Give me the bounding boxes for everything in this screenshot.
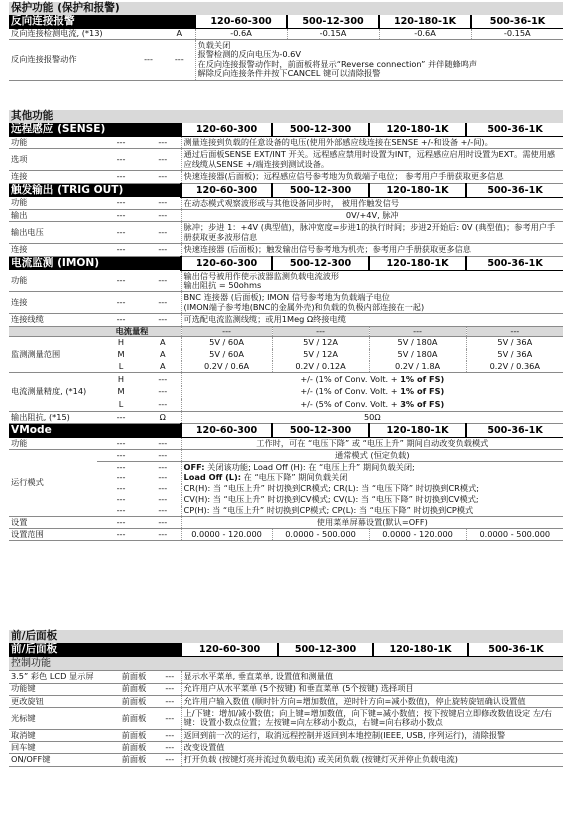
- protection-section: [9, 2, 563, 81]
- accuracy-text: +/- (1% of Conv. Volt. + 1% of FS): [181, 373, 563, 386]
- value-cell: 50Ω: [181, 412, 563, 424]
- model-header: 500-36-1K: [466, 424, 563, 438]
- model-header: 120-180-1K: [369, 183, 466, 197]
- spec-text: 使用菜单屏幕设置(默认=OFF): [181, 517, 563, 529]
- model-header: 120-60-300: [195, 15, 287, 29]
- sense-header: 远程感应 (SENSE): [9, 123, 181, 137]
- spec-text: 允许用户输入数值 (顺时针方向=增加数值，逆时针方向=减小数值)，停止旋转旋钮确认设置值: [181, 695, 563, 707]
- other-title: 其他功能: [9, 110, 563, 123]
- value-cell: 5V / 12A: [272, 337, 369, 349]
- spec-label: 连接: [9, 171, 97, 183]
- spec-label: 3.5” 彩色 LCD 显示屏: [9, 671, 109, 683]
- value-cell: -0.6A: [195, 29, 287, 40]
- model-header: 120-180-1K: [369, 123, 466, 137]
- range-letter: H: [117, 373, 125, 384]
- model-header: 120-180-1K: [379, 15, 471, 29]
- spec-label: 设置范围: [9, 529, 97, 541]
- spec-text: CP(H): 当 “电压上升” 时切换到CP模式; CP(L): 当 “电压下降” 时切换到CP模式: [181, 506, 563, 517]
- spec-text: 快速连接器 (后面板)；触发输出信号参考地为机壳；参考用户手册获取更多信息: [181, 244, 563, 256]
- model-header: 500-36-1K: [466, 256, 563, 270]
- value-cell: 5V / 180A: [369, 349, 466, 361]
- protection-table: [9, 15, 563, 81]
- model-header: 500-36-1K: [471, 15, 563, 29]
- accuracy-text: +/- (5% of Conv. Volt. + 3% of FS): [181, 399, 563, 412]
- imon-header: 电流监测 (IMON): [9, 256, 181, 270]
- model-header: 120-180-1K: [369, 424, 466, 438]
- accuracy-text: +/- (1% of Conv. Volt. + 1% of FS): [181, 386, 563, 399]
- spec-label: 回车键: [9, 742, 109, 754]
- model-header: 500-12-300: [272, 256, 369, 270]
- spec-label: 监测测量范围: [9, 337, 97, 373]
- spec-text: 快速连接器(后面板)；远程感应信号参考地为负载端子电位； 参考用户手册获取更多信息: [181, 171, 563, 183]
- spec-label: 输出电压: [9, 222, 97, 244]
- model-header: 120-60-300: [181, 424, 272, 438]
- spec-text: 打开负载 (按键灯亮并流过负载电流) 或关闭负载 (按键灯灭并停止负载电流): [181, 754, 563, 766]
- value-cell: 0.0000 - 120.000: [181, 529, 272, 541]
- spec-text: 输出信号被用作使示波器监测负载电流波形 输出阻抗 = 50ohms: [181, 270, 563, 292]
- spec-text: 可选配电流监测线缆；或用1Meg Ω终接电缆: [181, 314, 563, 326]
- unit-cell: A: [164, 29, 195, 40]
- value-cell: 0.2V / 1.8A: [369, 361, 466, 373]
- model-header: 500-12-300: [287, 15, 379, 29]
- control-title: 控制功能: [9, 657, 563, 671]
- trig-header: 触发输出 (TRIG OUT): [9, 183, 181, 197]
- model-header: 500-12-300: [272, 123, 369, 137]
- spec-label: 反向连接检测电流, (*13): [9, 29, 133, 40]
- spec-text: 测量连接到负载的任意设备的电压(使用外部感应线连接在SENSE +/-和设备 +/-间)。: [181, 137, 563, 149]
- range-letter: M: [117, 386, 125, 397]
- range-letter: L: [97, 361, 145, 373]
- spec-label: 选项: [9, 149, 97, 171]
- spec-label: 功能: [9, 197, 97, 209]
- range-letter: H: [117, 337, 125, 348]
- panel-title: 前/后面板: [9, 630, 563, 643]
- spec-text: 脉冲；步进 1：+4V (典型值)，脉冲宽度=步进1的执行时间；步进2开始后: 0V (典型值)；参考用户手册获取更多波形信息: [181, 222, 563, 244]
- other-section: [9, 110, 563, 541]
- protection-title: 保护功能 (保护和报警): [9, 2, 563, 15]
- dash-cell: ---: [133, 40, 164, 81]
- value-cell: 5V / 36A: [466, 337, 563, 349]
- value-cell: 0.2V / 0.6A: [181, 361, 272, 373]
- spec-text: Load Off (L): 在 “电压下降” 期间负载关闭: [181, 473, 563, 484]
- model-header: 120-60-300: [181, 183, 272, 197]
- vmode-header: VMode: [9, 424, 181, 438]
- model-header: 120-180-1K: [373, 643, 468, 657]
- value-cell: -0.6A: [379, 29, 471, 40]
- spec-text: 通常模式 (恒定负载): [181, 450, 563, 462]
- model-header: 120-60-300: [181, 123, 272, 137]
- value-cell: -0.15A: [287, 29, 379, 40]
- value-cell: 5V / 180A: [369, 337, 466, 349]
- control-table: 3.5” 彩色 LCD 显示屏 前面板 --- 显示水平菜单, 垂直菜单, 设置值和测量值 功能键 前面板 --- 允许用户从水平菜单 (5个按键) 和垂直菜单 (5个按键) 选择项目 更改旋钮 前面板 --- 允许用户输入数值 (顺时针方向=增加数值，逆时针方向=减小数值)，停止旋转旋钮确认设置值 光标键 前面板 --- 上/下键：增加/减小数值；向上键=增加数值，向下键=减小数值；按下按键启立即修改数值设定 左/右键：设置小数点位置；左按键=向左移动小数点，右键=向右移动小数点 取消键 前面板 --- 返回到前一次的运行，取消远程控制并返回到本地控制(IEEE, USB, 序列运行)，清除报警 回车键 前面板 --- 改变设置值 ON/OFF键 前面板 --- 打开负载 (按键灯亮并流过负载电流) 或关闭负载 (按键灯灭并停止负载电流): [9, 671, 563, 767]
- model-header: 120-60-300: [181, 256, 272, 270]
- spec-text: 0V/+4V, 脉冲: [181, 210, 563, 222]
- range-letter: M: [117, 348, 125, 359]
- reverse-header: 反向连接报警: [9, 15, 195, 29]
- value-cell: 5V / 60A: [181, 349, 272, 361]
- spec-label: 功能: [9, 137, 97, 149]
- model-header: 500-36-1K: [466, 123, 563, 137]
- value-cell: -0.15A: [471, 29, 563, 40]
- spec-label: 更改旋钮: [9, 695, 109, 707]
- spec-text: 在动态模式观察波形或与其他设备同步时， 被用作触发信号: [181, 197, 563, 209]
- value-cell: 0.0000 - 500.000: [466, 529, 563, 541]
- spec-label: 光标键: [9, 707, 109, 729]
- model-header: 120-60-300: [181, 643, 278, 657]
- value-cell: 5V / 12A: [272, 349, 369, 361]
- range-header: 电流量程: [97, 326, 167, 336]
- spec-text: 显示水平菜单, 垂直菜单, 设置值和测量值: [181, 671, 563, 683]
- spec-text: 返回到前一次的运行，取消远程控制并返回到本地控制(IEEE, USB, 序列运行)，清除报警: [181, 729, 563, 741]
- spec-text: 改变设置值: [181, 742, 563, 754]
- spec-text: CV(H): 当 “电压上升” 时切换到CV模式; CV(L): 当 “电压下降” 时切换到CV模式;: [181, 495, 563, 506]
- model-header: 500-36-1K: [468, 643, 563, 657]
- other-table: 远程感应 (SENSE) 120-60-300 500-12-300 120-180-1K 500-36-1K 功能 --- --- 测量连接到负载的任意设备的电压(使用外部感应线连接在SENSE +/-和设备 +/-间)。 选项 --- --- 通过后面板SENSE EXT/INT 开关。远程感应禁用时设置为INT，远程感应启用时设置为EXT。需使用感应线缆从SENSE +/端连接到测试设备。 连接 --- --- 快速连接器(后面板)；远程感应信号参考地为负载端子电位； 参考用户手册获取更多信息 触发输出 (TRIG OUT) 120-60-300 500-12-300 120-180-1K 500-36-1K 功能 --- --- 在动态模式观察波形或与其他设备同步时， 被用作触发信号 输出 --- --- 0V/+4V, 脉冲 输出电压 --- --- 脉冲；步进 1：+4V (典型值)，脉冲宽度=步进1的执行时间；步进2开始后: 0V (典型值)；参考用户手册获取更多波形信息 连接 --- --- 快速连接器 (后面板)；触发输出信号参考地为机壳；参考用户手册获取更多信息 电流监测 (IMON) 120-60-300 500-12-300 120-180-1K 500-36-1K 功能 --- --- 输出信号被用作使示波器监测负载电流波形 输出阻抗 = 50ohms 连接 --- --- BNC 连接器 (后面板); IMON 信号参考地为负载端子电位 (IMON端子参考地(BNC的金属外壳)和负载的负极内部连接在一起) 连接线缆 --- --- 可选配电流监测线缆；或用1Meg Ω终接电缆 电流量程 --- --- --- --- 监测测量范围 H A 5V / 60A 5V / 12A 5V / 180A 5V / 36A M A 5V / 60A 5V / 12A 5V / 180A 5V / 36A L A 0.2V / 0.6A 0.2V / 0.12A 0.2V / 1.8A 0.2V / 0.36A 电流测量精度, (*14) H --- +/- (1% of Conv. Volt. + 1% of FS) M --- +/- (1% of Conv. Volt. + 1% of FS) L --- +/- (5% of Conv. Volt. + 3% of FS) 输出阻抗, (*15) --- Ω 50Ω VMode 120-60-300 500-12-300 120-180-1K 500-36-1K 功能 --- --- 工作时，可在 “电压下降” 或 “电压上升” 期间自动改变负载模式 运行模式 --- --- 通常模式 (恒定负载) --- --- OFF: 关闭该功能; Load Off (H): 在 “电压上升” 期间负载关闭; --- --- Load Off (L): 在 “电压下降” 期间负载关闭 --- --- CR(H): 当 “电压上升” 时切换到CR模式; CR(L): 当 “电压下降” 时切换到CR模式; --- --- CV(H): 当 “电压上升” 时切换到CV模式; CV(L): 当 “电压下降” 时切换到CV模式; --- --- CP(H): 当 “电压上升” 时切换到CP模式; CP(L): 当 “电压下降” 时切换到CP模式 设置 --- --- 使用菜单屏幕设置(默认=OFF) 设置范围 --- --- 0.0000 - 120.000 0.0000 - 500.000 0.0000 - 120.000 0.0000 - 500.000: [9, 123, 563, 541]
- spec-label: 连接: [9, 244, 97, 256]
- model-header: 500-36-1K: [466, 183, 563, 197]
- panel-table: [9, 643, 563, 657]
- spec-text: 工作时，可在 “电压下降” 或 “电压上升” 期间自动改变负载模式: [181, 438, 563, 450]
- value-cell: 0.2V / 0.12A: [272, 361, 369, 373]
- spec-label: 电流测量精度, (*14): [9, 373, 97, 412]
- spec-text: 上/下键：增加/减小数值；向上键=增加数值，向下键=减小数值；按下按键启立即修改数值设定 左/右键：设置小数点位置；左按键=向左移动小数点，右键=向右移动小数点: [181, 707, 563, 729]
- spec-label: 输出: [9, 210, 97, 222]
- spec-label: 取消键: [9, 729, 109, 741]
- model-header: 500-12-300: [278, 643, 373, 657]
- spec-label: 反向连接报警动作: [9, 40, 133, 81]
- panel-section: [9, 630, 563, 767]
- spec-label: 运行模式: [9, 450, 97, 517]
- spec-text: 通过后面板SENSE EXT/INT 开关。远程感应禁用时设置为INT，远程感应启用时设置为EXT。需使用感应线缆从SENSE +/端连接到测试设备。: [181, 149, 563, 171]
- range-letter: L: [97, 399, 145, 412]
- panel-header: 前/后面板: [9, 643, 181, 657]
- spec-text: OFF: 关闭该功能; Load Off (H): 在 “电压上升” 期间负载关闭;: [181, 462, 563, 473]
- spec-text: BNC 连接器 (后面板); IMON 信号参考地为负载端子电位 (IMON端子参考地(BNC的金属外壳)和负载的负极内部连接在一起): [181, 292, 563, 314]
- spec-label: 功能键: [9, 683, 109, 695]
- spec-label: 连接: [9, 292, 97, 314]
- value-cell: 0.0000 - 120.000: [369, 529, 466, 541]
- value-cell: 0.0000 - 500.000: [272, 529, 369, 541]
- spec-label: 功能: [9, 270, 97, 292]
- model-header: 500-12-300: [272, 424, 369, 438]
- spec-text: CR(H): 当 “电压上升” 时切换到CR模式; CR(L): 当 “电压下降” 时切换到CR模式;: [181, 484, 563, 495]
- spec-label: 连接线缆: [9, 314, 97, 326]
- model-header: 120-180-1K: [369, 256, 466, 270]
- value-cell: 0.2V / 0.36A: [466, 361, 563, 373]
- value-cell: 5V / 60A: [181, 337, 272, 349]
- model-header: 500-12-300: [272, 183, 369, 197]
- value-cell: 5V / 36A: [466, 349, 563, 361]
- spec-text: 允许用户从水平菜单 (5个按键) 和垂直菜单 (5个按键) 选择项目: [181, 683, 563, 695]
- spec-text: 负载关闭 报警检测的反向电压为-0.6V 在反向连接报警动作时，前面板将显示“Reverse connection” 并伴随蜂鸣声 解除反向连接条件并按下CANCEL 键可以清除报警: [195, 40, 563, 81]
- spec-label: 设置: [9, 517, 97, 529]
- spec-label: ON/OFF键: [9, 754, 109, 766]
- spec-label: 输出阻抗, (*15): [9, 412, 97, 424]
- dash-cell: ---: [164, 40, 195, 81]
- spec-label: 功能: [9, 438, 97, 450]
